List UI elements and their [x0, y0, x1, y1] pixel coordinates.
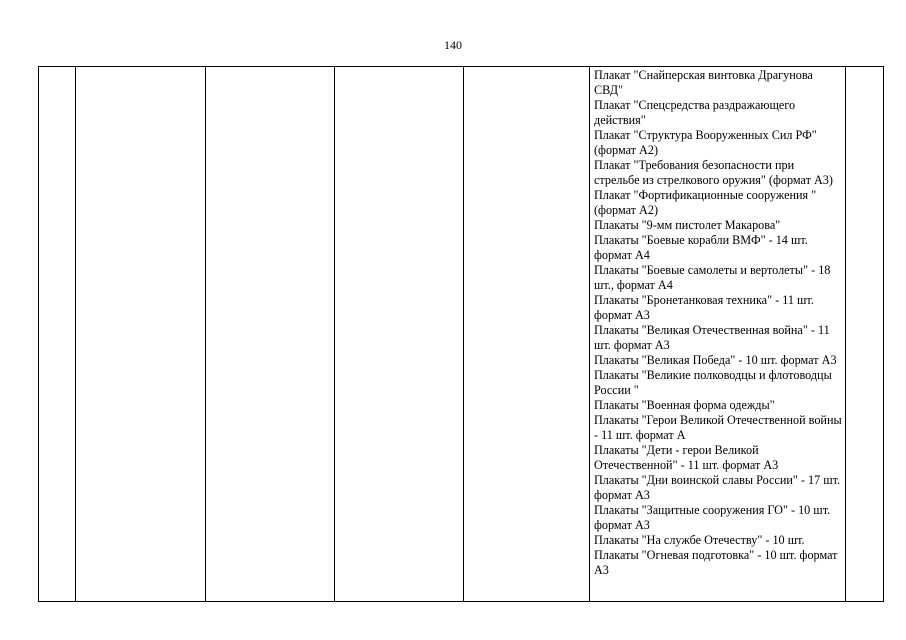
list-item: Плакат "Структура Вооруженных Сил РФ" (формат А2): [594, 128, 817, 157]
list-item: Плакаты "Великая Отечественная война" - 11 шт. формат А3: [594, 323, 830, 352]
list-item: Плакаты "Боевые корабли ВМФ" - 14 шт. формат А4: [594, 233, 808, 262]
equipment-table: [38, 66, 884, 602]
page-number: 140: [444, 38, 462, 52]
list-item: Плакат "Снайперская винтовка Драгунова СВД": [594, 68, 813, 97]
list-item: Плакаты "Военная форма одежды": [594, 398, 775, 412]
list-item: Плакаты "9-мм пистолет Макарова": [594, 218, 781, 232]
list-item: Плакаты "Защитные сооружения ГО" - 10 шт. формат А3: [594, 503, 831, 532]
number-cell: [39, 67, 76, 602]
empty-cell: [464, 67, 590, 602]
list-item: Плакаты "Великие полководцы и флотоводцы России ": [594, 368, 832, 397]
list-item: Плакаты "Великая Победа" - 10 шт. формат А3: [594, 353, 837, 367]
table-row: [39, 67, 884, 602]
list-item: Плакат "Фортификационные сооружения " (формат А2): [594, 188, 817, 217]
empty-cell: [846, 67, 884, 602]
list-item: Плакаты "Дети - герои Великой Отечественной" - 11 шт. формат А3: [594, 443, 779, 472]
empty-cell: [76, 67, 206, 602]
list-item: Плакаты "Бронетанковая техника" - 11 шт. формат А3: [594, 293, 814, 322]
equipment-list-cell: [590, 67, 846, 602]
list-item: Плакаты "Герои Великой Отечественной войны - 11 шт. формат А: [594, 413, 842, 442]
list-item: Плакаты "Боевые самолеты и вертолеты" - 18 шт., формат А4: [594, 263, 831, 292]
list-item: Плакаты "На службе Отечеству" - 10 шт.: [594, 533, 805, 547]
empty-cell: [206, 67, 335, 602]
list-item: Плакат "Требования безопасности при стрельбе из стрелкового оружия" (формат А3): [594, 158, 833, 187]
list-item: Плакат "Спецсредства раздражающего действия": [594, 98, 796, 127]
empty-cell: [335, 67, 464, 602]
list-item: Плакаты "Дни воинской славы России" - 17 шт. формат А3: [594, 473, 841, 502]
list-item: Плакаты "Огневая подготовка" - 10 шт. формат А3: [594, 548, 838, 577]
